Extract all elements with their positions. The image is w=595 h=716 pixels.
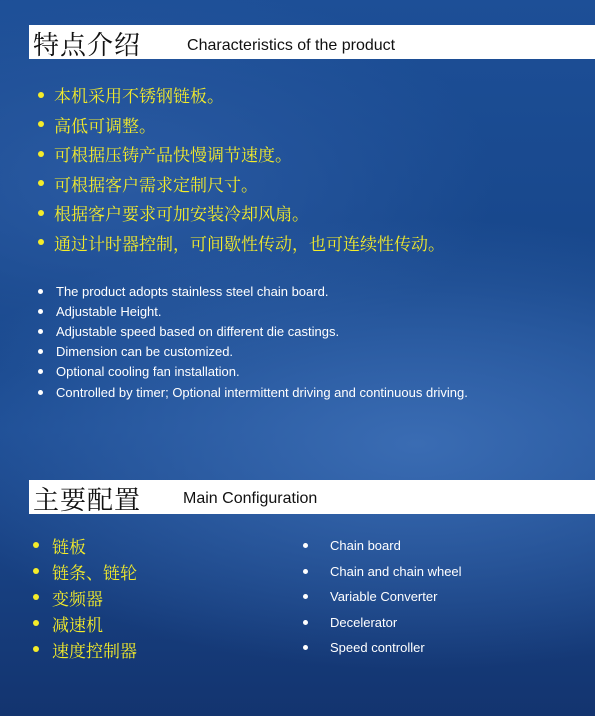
- feature-text-cn: 本机采用不锈钢链板。: [54, 87, 224, 108]
- config-text-cn: 链条、链轮: [52, 563, 137, 584]
- list-item: [303, 610, 462, 636]
- bullet-icon: [38, 329, 43, 334]
- bullet-icon: [38, 309, 43, 314]
- feature-text-en: Controlled by timer; Optional intermittent driving and continuous driving.: [56, 384, 468, 400]
- list-item: [38, 321, 468, 341]
- bullet-icon: [38, 210, 44, 216]
- bullet-icon: [303, 543, 308, 548]
- config-text-en: Speed controller: [330, 640, 425, 656]
- configuration-title-en: Main Configuration: [183, 490, 318, 507]
- bullet-icon: [38, 369, 43, 374]
- bullet-icon: [38, 349, 43, 354]
- list-item: [38, 362, 468, 382]
- feature-text-cn: 根据客户要求可加安装冷却风扇。: [54, 205, 309, 226]
- bullet-icon: [303, 620, 308, 625]
- list-item: [38, 80, 445, 110]
- list-item: [303, 533, 462, 559]
- characteristics-title-en: Characteristics of the product: [187, 37, 396, 54]
- bullet-icon: [38, 289, 43, 294]
- feature-text-en: The product adopts stainless steel chain board.: [56, 283, 329, 299]
- bullet-icon: [38, 151, 44, 157]
- bullet-icon: [33, 594, 39, 600]
- configuration-title-cn: 主要配置: [33, 485, 142, 516]
- bullet-icon: [33, 620, 39, 626]
- feature-text-cn: 通过计时器控制，可间歇性传动，也可连续性传动。: [54, 234, 445, 255]
- config-text-cn: 变频器: [52, 589, 103, 610]
- bullet-icon: [303, 594, 308, 599]
- config-text-cn: 速度控制器: [52, 641, 137, 662]
- config-text-en: Chain board: [330, 538, 401, 554]
- list-item: [38, 198, 445, 228]
- bullet-icon: [303, 645, 308, 650]
- config-text-cn: 减速机: [52, 615, 103, 636]
- list-item: [303, 584, 462, 610]
- characteristics-list-en: [38, 281, 468, 402]
- configuration-list-en: [303, 533, 462, 661]
- characteristics-header: [29, 25, 595, 59]
- feature-text-cn: 高低可调整。: [54, 116, 156, 137]
- config-text-en: Decelerator: [330, 614, 398, 630]
- list-item: [303, 635, 462, 661]
- list-item: [33, 558, 137, 584]
- configuration-header: [29, 480, 595, 514]
- list-item: [33, 636, 137, 662]
- list-item: [33, 584, 137, 610]
- list-item: [38, 110, 445, 140]
- list-item: [38, 281, 468, 301]
- bullet-icon: [33, 568, 39, 574]
- configuration-list-cn: [33, 532, 137, 662]
- config-text-en: Variable Converter: [330, 589, 438, 605]
- feature-text-en: Optional cooling fan installation.: [56, 364, 240, 380]
- feature-text-en: Adjustable Height.: [56, 303, 162, 319]
- bullet-icon: [38, 390, 43, 395]
- bullet-icon: [38, 121, 44, 127]
- characteristics-title-cn: 特点介绍: [33, 30, 142, 61]
- feature-text-cn: 可根据压铸产品快慢调节速度。: [54, 146, 292, 167]
- list-item: [33, 532, 137, 558]
- bullet-icon: [38, 180, 44, 186]
- list-item: [303, 559, 462, 585]
- list-item: [38, 139, 445, 169]
- list-item: [38, 169, 445, 199]
- feature-text-en: Dimension can be customized.: [56, 344, 234, 360]
- list-item: [33, 610, 137, 636]
- bullet-icon: [33, 542, 39, 548]
- feature-text-en: Adjustable speed based on different die castings.: [56, 323, 340, 339]
- bullet-icon: [33, 646, 39, 652]
- bullet-icon: [38, 92, 44, 98]
- list-item: [38, 342, 468, 362]
- config-text-en: Chain and chain wheel: [330, 563, 462, 579]
- list-item: [38, 301, 468, 321]
- characteristics-list-cn: [38, 80, 445, 257]
- bullet-icon: [38, 239, 44, 245]
- config-text-cn: 链板: [52, 537, 86, 558]
- list-item: [38, 382, 468, 402]
- feature-text-cn: 可根据客户需求定制尺寸。: [54, 175, 258, 196]
- list-item: [38, 228, 445, 258]
- bullet-icon: [303, 569, 308, 574]
